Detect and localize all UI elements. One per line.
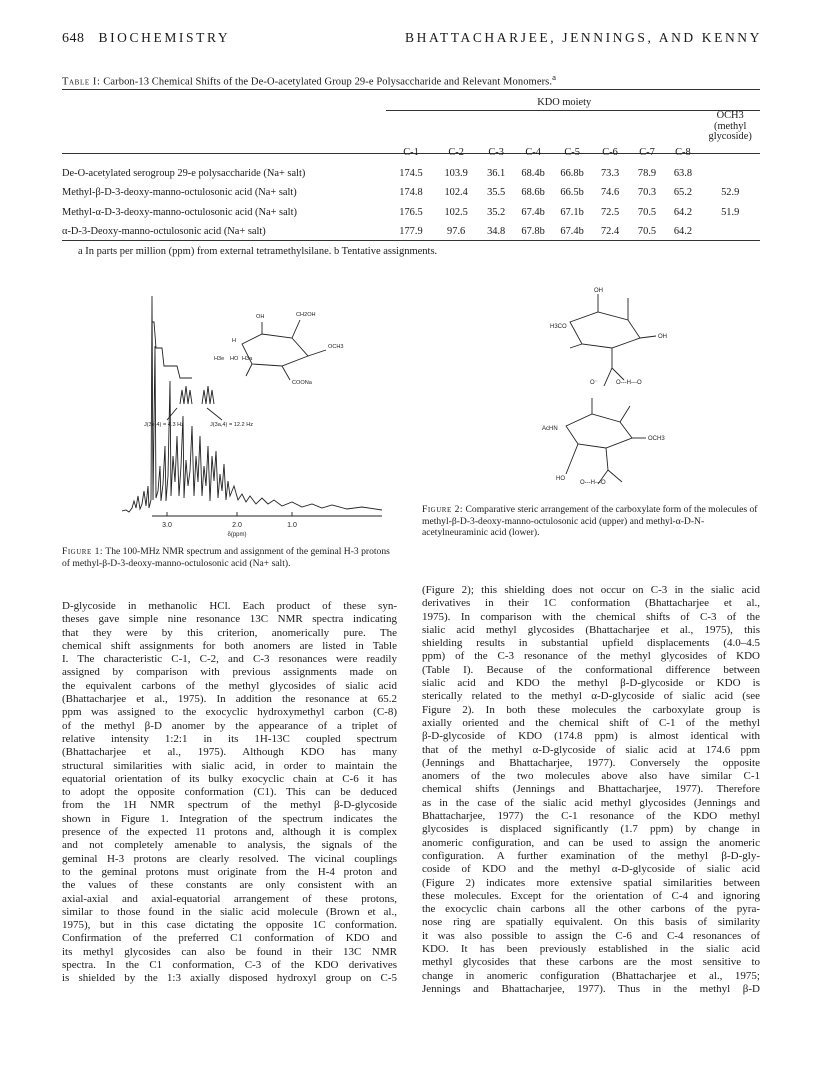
shift-value: 64.2 [673, 206, 693, 218]
h3a-label: H3a [242, 356, 253, 362]
text-line: the equivalent carbons of the methyl glycosides of sialic acid [62, 679, 397, 692]
kdo-ring [570, 312, 640, 348]
table-title: Carbon-13 Chemical Shifts of the De-O-acetylated Group 29-e Polysaccharide and Relevant Monomers. [103, 76, 553, 88]
text-line: as in the case of the sialic acid methyl glycosides (Jennings and [422, 796, 760, 809]
compound-name: De-O-acetylated serogroup 29-e polysaccharide (Na+ salt) [62, 167, 306, 179]
shift-value: 177.9 [399, 226, 423, 238]
shift-value: 36.1 [487, 167, 506, 179]
shift-value: 66.8b [560, 167, 584, 179]
col-header: C-2 [448, 146, 464, 158]
fig1-och3-label: OCH3 [328, 344, 344, 350]
shift-value: 68.6b [521, 187, 545, 199]
text-line: assigned by comparison with previous assignments made on [62, 666, 397, 679]
och3-header [700, 111, 760, 143]
fig2-o-neg: O⁻ [590, 380, 598, 386]
col-header: C-7 [639, 146, 655, 158]
fig2-oh-top: OH [594, 288, 603, 294]
och3-header-line-2: (methyl [714, 120, 747, 132]
shift-value: 73.3 [600, 167, 620, 179]
text-line: (Figure 2) indicates more extensive spatial similarities between [422, 876, 760, 889]
body-column-left [62, 600, 397, 986]
col-header: C-1 [403, 146, 419, 158]
fig2-ho: HO [556, 476, 565, 482]
table-row [62, 203, 760, 223]
shift-value: 34.8 [487, 226, 506, 238]
text-line: that they were by this criterion, anomerically pure. The [62, 626, 397, 639]
fig1-h-label: H [232, 338, 237, 344]
journal-name: BIOCHEMISTRY [98, 30, 231, 45]
text-line: Figure 2). In both these molecules the carboxylate group is [422, 703, 760, 716]
text-line: Jennings and Bhattacharjee, 1977). Thus in the methyl β-D [422, 982, 760, 995]
shift-value: 35.2 [487, 206, 506, 218]
col-header: C-5 [564, 146, 580, 158]
running-header-authors: BHATTACHARJEE, JENNINGS, AND KENNY [405, 30, 762, 45]
running-header-left [62, 30, 230, 47]
table-row [62, 164, 760, 184]
compound-name: Methyl-β-D-3-deoxy-manno-octulosonic acid (Na+ salt) [62, 187, 297, 199]
x-tick-1: 1.0 [287, 522, 297, 529]
text-line: coside of KDO and the methyl α-D-glycoside of sialic acid [422, 863, 760, 876]
shift-value: 176.5 [399, 206, 423, 218]
shift-value: 97.6 [447, 226, 466, 238]
text-line: nose ring are spatially equivalent. On this basis of similarity [422, 916, 760, 929]
nmr-trace [122, 296, 382, 512]
text-line: methyl glycosides that these carbons are the most sensitive to [422, 956, 760, 969]
fig1-ho-label: HO [230, 356, 239, 362]
och3-value: 51.9 [721, 206, 740, 218]
fig2-h3co: H3CO [550, 324, 567, 330]
text-line: from the 1H NMR spectrum of the methyl β-D-glycoside [62, 799, 397, 812]
text-line: I. The characteristic C-1, C-2, and C-3 resonances were readily [62, 653, 397, 666]
col-header: C-6 [602, 146, 618, 158]
fig2-achn: AcHN [542, 426, 558, 432]
text-line: geminal H-3 protons are clearly resolved. The vicinal couplings [62, 852, 397, 865]
text-line: structural similarities with sialic acid, in order to maintain the [62, 759, 397, 772]
shift-value: 70.5 [637, 226, 657, 238]
table-footnote: a In parts per million (ppm) from external tetramethylsilane. b Tentative assignments. [78, 246, 438, 257]
text-line: to the geminal protons must originate from the H-4 proton and [62, 865, 397, 878]
fig1-coona-label: COONa [292, 380, 312, 386]
col-header: C-4 [525, 146, 541, 158]
text-line: of the methyl β-D anomer by the appearance of a triplet of [62, 719, 397, 732]
fig1-oh-label: OH [256, 314, 265, 320]
text-line: anomers of the two molecules above also have similar C-1 [422, 770, 760, 783]
fig2-hbond-bottom: O---H---O [580, 480, 606, 486]
text-line: the exocyclic chain carbons all the other carbons of the pyra- [422, 903, 760, 916]
text-line: to adopt the opposite conformation (C1). This can be deduced [62, 786, 397, 799]
text-line: spectra. In the C1 conformation, C-3 of the KDO derivatives [62, 959, 397, 972]
text-line: similar to those found in the sialic acid molecule (Brown et al., [62, 905, 397, 918]
table-group-header-row [62, 94, 760, 111]
figure-2-steric-arrangement [520, 286, 720, 502]
shift-value: 63.8 [673, 167, 693, 179]
x-tick-2: 2.0 [232, 522, 242, 529]
text-line: sialic acid and KDO the methyl β-D-glycoside or KDO is [422, 677, 760, 690]
text-line: Bhattacharjee, 1977) the C-1 resonance of the KDO methyl [422, 810, 760, 823]
text-line: anomeric configuration, and can be used to assign the anomeric [422, 836, 760, 849]
compound-name: Methyl-α-D-3-deoxy-manno-octulosonic acid (Na+ salt) [62, 206, 297, 218]
table-title-footnote-mark: a [552, 72, 557, 82]
text-line: axial-axial and axial-equatorial arrangement of these protons, [62, 892, 397, 905]
coupling-j1: J(3e,4) = 4.3 Hz [144, 422, 184, 428]
table-column-header-row [62, 143, 760, 158]
text-line: chemical shifts (Jennings and Bhattacharjee, 1977). Therefore [422, 783, 760, 796]
text-line: the values of these constants are only consistent with an [62, 879, 397, 892]
table-row [62, 222, 760, 242]
fig1-ch2oh-label: CH2OH [296, 312, 316, 318]
och3-value [700, 164, 760, 184]
fig2-och3: OCH3 [648, 436, 665, 442]
fig2-oh-right: OH [658, 334, 667, 340]
text-line: these molecules. Except for the orientation of C-4 and ignoring [422, 889, 760, 902]
shift-value: 174.8 [399, 187, 423, 199]
text-line: and not completely amenable to analysis, the signals of the [62, 839, 397, 852]
shift-value: 67.1b [560, 206, 584, 218]
text-line: KDO. It has been previously established in the sialic acid [422, 943, 760, 956]
table-label: Table I: [62, 76, 101, 88]
table-row [62, 183, 760, 203]
shift-value: 103.9 [444, 167, 468, 179]
shift-value: 70.5 [637, 206, 657, 218]
shift-value: 65.2 [673, 187, 693, 199]
text-line: glycosides is displaced significantly (1.7 ppm) by change in [422, 823, 760, 836]
text-line: axially oriented and the chemical shift of C-1 of the methyl [422, 716, 760, 729]
shift-value: 66.5b [560, 187, 584, 199]
table-caption [62, 72, 762, 88]
shift-value: 72.4 [600, 226, 620, 238]
text-line: shown in Figure 1. Integration of the spectrum indicates the [62, 812, 397, 825]
h3e-label: H3e [214, 356, 225, 362]
och3-value: 52.9 [721, 187, 740, 199]
shift-value: 102.5 [444, 206, 468, 218]
shift-value: 67.8b [521, 226, 545, 238]
text-line: derivatives in their 1C conformation (Bhattacharjee et al., [422, 597, 760, 610]
text-line: presence of the expected 11 protons and, although it is complex [62, 826, 397, 839]
text-line: equatorial orientation of its bulky exocyclic chain at C-6 it has [62, 772, 397, 785]
text-line: sialic acid methyl glycosides (Bhattacharjee et al., 1975), this [422, 623, 760, 636]
text-line: relative intensity 1:2:1 in its 1H-13C coupled spectrum [62, 732, 397, 745]
och3-value [700, 222, 760, 242]
text-line: 1975). In comparison with the chemical shifts of C-3 of the [422, 610, 760, 623]
figure-1-nmr-spectrum [122, 286, 387, 544]
text-line: (Figure 2); this shielding does not occur on C-3 in the sialic acid [422, 584, 760, 596]
text-line: ppm was assigned to the exocyclic hydroxymethyl carbon (C-8) [62, 706, 397, 719]
figure-2-caption [422, 504, 758, 539]
text-line: (Bhattacharjee et al., 1975). Although KDO has many [62, 746, 397, 759]
kdo-moiety-header: KDO moiety [537, 97, 592, 108]
body-column-right [422, 584, 760, 996]
figure-1-caption [62, 546, 394, 569]
figure-1-label: Figure 1: [62, 546, 104, 557]
text-line: sterically related to the methyl α-D-glycoside of sialic acid (see [422, 690, 760, 703]
compound-name: α-D-3-Deoxy-manno-octulosonic acid (Na+ salt) [62, 226, 266, 238]
h3e-multiplet [180, 386, 192, 404]
fig2-hbond-top: O---H---O [616, 380, 642, 386]
chemical-shift-table [62, 94, 760, 242]
col-header: C-8 [675, 146, 691, 158]
text-line: (Table I). Because of the conformational difference between [422, 663, 760, 676]
shift-value: 70.3 [637, 187, 657, 199]
shift-value: 35.5 [487, 187, 506, 199]
h3a-multiplet [202, 386, 214, 404]
coupling-j2: J(3a,4) = 12.2 Hz [210, 422, 254, 428]
och3-header-line-1: OCH3 [716, 110, 744, 121]
shift-value: 78.9 [637, 167, 657, 179]
text-line: is shielded by the 1:3 axially disposed hydroxyl group on C-5 [62, 972, 397, 985]
text-line: that of the methyl α-D-glycoside of sialic acid at 174.6 ppm [422, 743, 760, 756]
text-line: (Jennings and Bhattacharjee, 1977). Conversely the opposite [422, 756, 760, 769]
text-line: 1975), but in this case dictating the opposite 1C conformation. [62, 919, 397, 932]
shift-value: 64.2 [673, 226, 693, 238]
x-axis-unit: δ(ppm) [227, 532, 247, 538]
shift-value: 67.4b [521, 206, 545, 218]
shift-value: 67.4b [560, 226, 584, 238]
text-line: theses gave simple nine resonance 13C NMR spectra indicating [62, 613, 397, 626]
text-line: shielding results in substantial upfield displacements (4.0–4.5 [422, 637, 760, 650]
text-line: ppm) of the C-3 resonance of the methyl glycosides of KDO [422, 650, 760, 663]
table-top-rule [62, 89, 760, 90]
page-number: 648 [62, 31, 85, 46]
text-line: Confirmation of the preferred C1 conformation of KDO and [62, 932, 397, 945]
text-line: it was also possible to assign the C-6 and C-4 resonances of [422, 929, 760, 942]
shift-value: 74.6 [600, 187, 620, 199]
text-line: D-glycoside in methanolic HCl. Each product of these syn- [62, 600, 397, 612]
shift-value: 102.4 [444, 187, 468, 199]
x-tick-3: 3.0 [162, 522, 172, 529]
shift-value: 174.5 [399, 167, 423, 179]
figure-2-label: Figure 2: [422, 504, 464, 515]
text-line: (Bhattacharjee et al., 1975). In addition the resonance at 65.2 [62, 693, 397, 706]
figure-2-caption-text: Comparative steric arrangement of the carboxylate form of the molecules of methyl-β-D-3-deoxy-manno-octulosonic acid (upper) and methyl-α-D-N-acetylneuraminic acid (lower). [422, 504, 758, 539]
integral-curve [152, 322, 192, 378]
col-header: C-3 [488, 146, 504, 158]
text-line: configuration. A further examination of the methyl β-D-gly- [422, 849, 760, 862]
figure-1-caption-text: The 100-MHz NMR spectrum and assignment of the geminal H-3 protons of methyl-β-D-3-deoxy-manno-octulosonic acid (Na+ salt). [62, 546, 390, 569]
text-line: its methyl glycosides can also be found in their 13C NMR [62, 945, 397, 958]
shift-value: 72.5 [600, 206, 620, 218]
text-line: β-D-glycoside of KDO (174.8 ppm) is almost identical with [422, 730, 760, 743]
shift-value: 68.4b [521, 167, 545, 179]
table-och3-header-row [62, 111, 760, 143]
och3-header-line-3: glycoside) [708, 131, 752, 142]
text-line: chemical shift assignments for both anomers are listed in Table [62, 639, 397, 652]
text-line: change in anomeric configuration (Bhattacharjee et al., 1975; [422, 969, 760, 982]
